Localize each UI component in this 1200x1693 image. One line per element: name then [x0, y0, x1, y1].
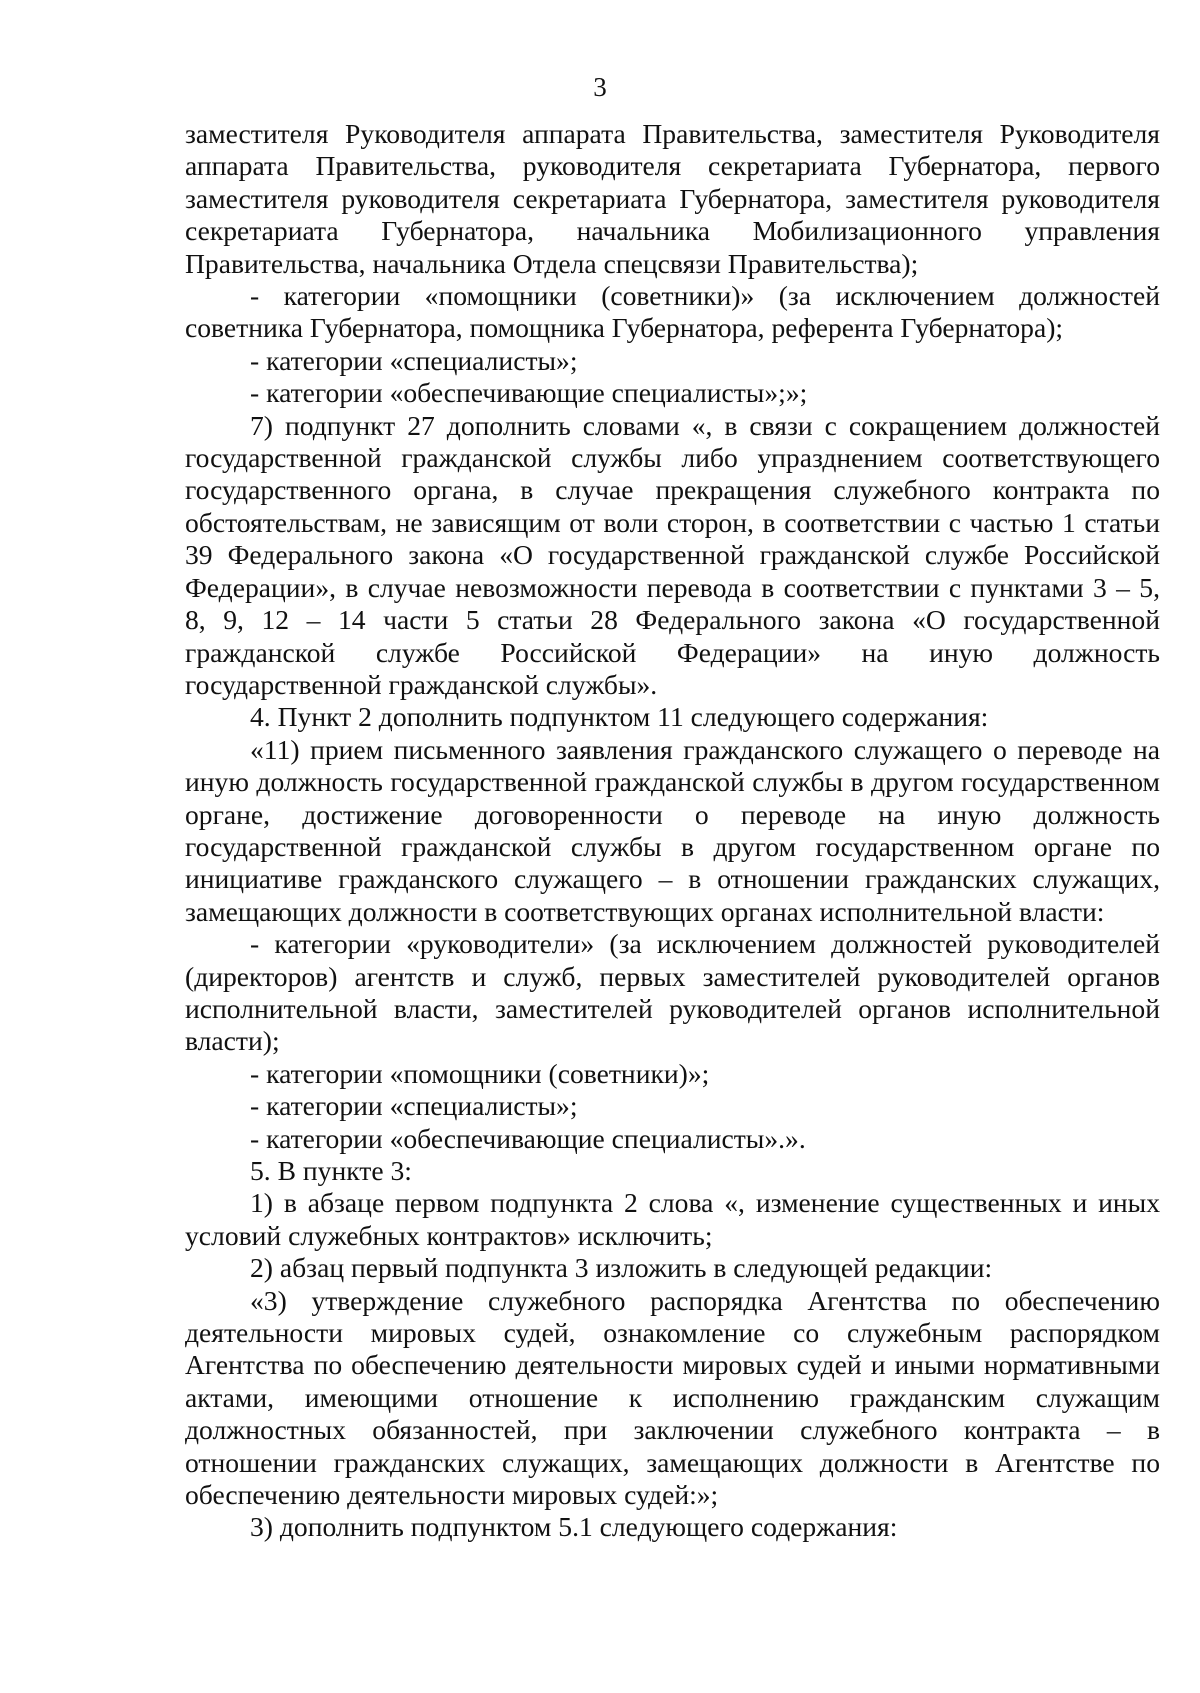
paragraph: 7) подпункт 27 дополнить словами «, в связи с сокращением должностей государственной гражданской службы либо упразднением соответствующего государственного органа, в случае прекращения служебного контракта по обстоятельствам, не зависящим от воли сторон, в соответствии с частью 1 статьи 39 Федерального закона «О государственной гражданской службе Российской Федерации», в случае невозможности перевода в соответствии с пунктами 3 – 5, 8, 9, 12 – 14 части 5 статьи 28 Федерального закона «О государственной гражданской службе Российской Федерации» на иную должность государственной гражданской службы». — [185, 409, 1160, 700]
paragraph: - категории «обеспечивающие специалисты»;»; — [250, 377, 808, 409]
paragraph: 5. В пункте 3: — [250, 1155, 412, 1186]
paragraph: заместителя Руководителя аппарата Правительства, заместителя Руководителя аппарата Правительства, руководителя секретариата Губернатора, первого заместителя руководителя секретариата Губернатора, заместителя руководителя секретариата Губернатора, начальника Мобилизационного управления Правительства, начальника Отдела спецсвязи Правительства); — [185, 118, 1160, 279]
paragraph: - категории «помощники (советники)»; — [250, 1057, 710, 1089]
paragraph: - категории «помощники (советники)» (за исключением должностей советника Губернатора, помощника Губернатора, референта Губернатора); — [185, 280, 1160, 344]
paragraph: - категории «специалисты»; — [250, 1090, 578, 1122]
paragraph: - категории «руководители» (за исключением должностей руководителей (директоров) агентств и служб, первых заместителей руководителей органов исполнительной власти, заместителей руководителей органов исполнительной власти); — [185, 928, 1160, 1057]
page-number: 3 — [593, 72, 607, 102]
paragraph: 4. Пункт 2 дополнить подпунктом 11 следующего содержания: — [250, 701, 989, 733]
paragraph: 3) дополнить подпунктом 5.1 следующего содержания: — [250, 1511, 898, 1543]
paragraph: - категории «обеспечивающие специалисты».». — [250, 1122, 806, 1154]
paragraph: 2) абзац первый подпункта 3 изложить в следующей редакции: — [250, 1252, 993, 1284]
paragraph: - категории «специалисты»; — [250, 344, 578, 376]
paragraph: 1) в абзаце первом подпункта 2 слова «, изменение существенных и иных условий служебных контрактов» исключить; — [185, 1187, 1160, 1251]
paragraph: «11) прием письменного заявления гражданского служащего о переводе на иную должность государственной гражданской службы в другом государственном органе, достижение договоренности о переводе на иную должность государственной гражданской службы в другом государственном органе по инициативе гражданского служащего – в отношении гражданских служащих, замещающих должности в соответствующих органах исполнительной власти: — [185, 733, 1160, 927]
paragraph: «3) утверждение служебного распорядка Агентства по обеспечению деятельности мировых судей, ознакомление со служебным распорядком Агентства по обеспечению деятельности мировых судей и иными нормативными актами, имеющими отношение к исполнению гражданским служащим должностных обязанностей, при заключении служебного контракта – в отношении гражданских служащих, замещающих должности в Агентстве по обеспечению деятельности мировых судей:»; — [185, 1284, 1160, 1511]
document-body — [185, 118, 1160, 1544]
